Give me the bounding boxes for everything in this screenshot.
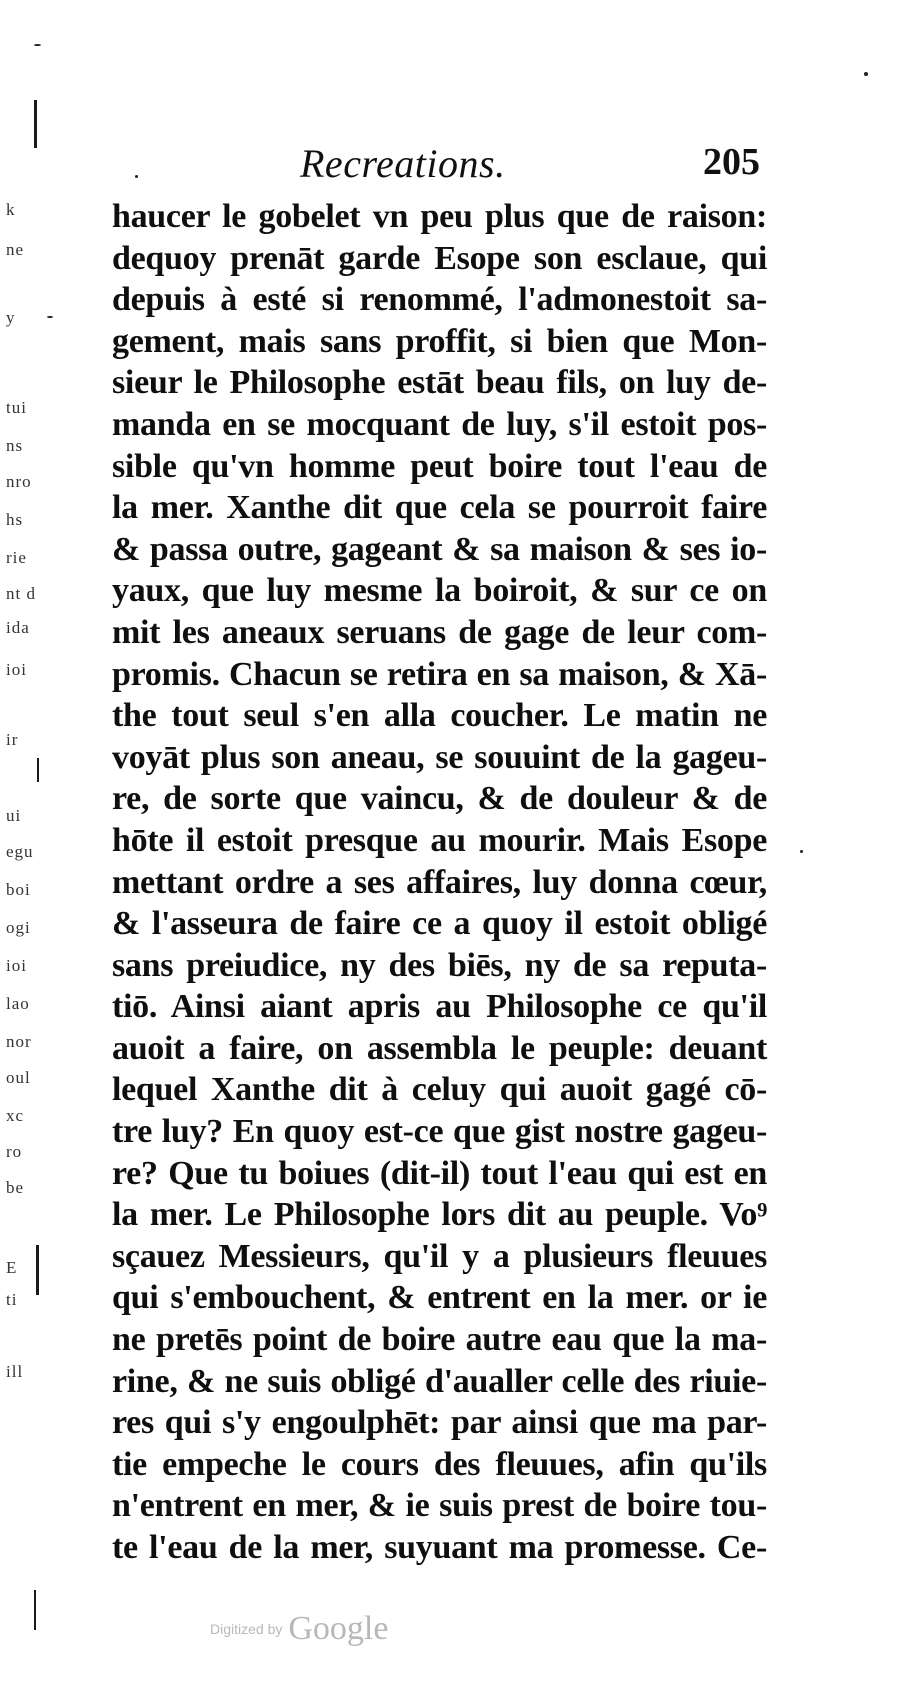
running-head (300, 140, 760, 190)
gutter-fragment: ioi (6, 660, 27, 679)
body-text (112, 196, 767, 1569)
gutter-fragment: ioi (6, 956, 27, 975)
gutter-fragment: boi (6, 880, 31, 899)
gutter-rule-bottom (34, 1590, 36, 1630)
text-line: sible qu'vn homme peut boire tout l'eau de (112, 447, 767, 485)
text-line: re, de sorte que vaincu, & de douleur & de (112, 780, 767, 818)
text-line: res qui s'y engoulphēt: par ainsi que ma par- (112, 1404, 767, 1442)
scan-speck (135, 175, 138, 178)
gutter-fragment: y (6, 308, 16, 327)
text-line: n'entrent en mer, & ie suis prest de boire tou- (112, 1487, 767, 1525)
text-line: depuis à esté si renommé, l'admonestoit sa- (112, 281, 767, 319)
left-gutter-bleed (0, 0, 60, 1686)
gutter-fragment: lao (6, 994, 30, 1013)
text-line: & passa outre, gageant & sa maison & ses io- (112, 530, 767, 568)
gutter-fragment: rie (6, 548, 27, 567)
text-line: rine, & ne suis obligé d'aualler celle des riuie- (112, 1362, 767, 1400)
scan-speck (864, 72, 868, 76)
text-line: te l'eau de la mer, suyuant ma promesse. Ce- (112, 1529, 767, 1566)
gutter-rule-top (34, 100, 37, 148)
text-line: sieur le Philosophe estāt beau fils, on luy de- (112, 364, 767, 402)
gutter-fragment: k (6, 200, 16, 219)
text-line: the tout seul s'en alla coucher. Le matin ne (112, 697, 767, 735)
gutter-fragment: tui (6, 398, 27, 417)
text-line: hōte il estoit presque au mourir. Mais Esope (112, 821, 767, 859)
text-line: dequoy prenāt garde Esope son esclaue, qui (112, 239, 767, 277)
gutter-rule-middle (37, 758, 39, 782)
watermark-brand: Google (288, 1610, 389, 1647)
text-line: sçauez Messieurs, qu'il y a plusieurs fleuues (112, 1237, 767, 1275)
gutter-fragment: hs (6, 510, 24, 529)
text-line: mettant ordre a ses affaires, luy donna cœur, (112, 863, 767, 901)
gutter-fragment: ns (6, 436, 24, 455)
gutter-fragment: xc (6, 1106, 25, 1125)
gutter-rule-lower (36, 1245, 39, 1295)
running-head-title: Recreations. (300, 141, 506, 186)
text-line: manda en se mocquant de luy, s'il estoit pos- (112, 405, 767, 443)
scan-speck (47, 316, 53, 318)
text-line: & l'asseura de faire ce a quoy il estoit obligé (112, 905, 767, 943)
text-line: ne pretēs point de boire autre eau que la ma- (112, 1321, 767, 1359)
digitization-watermark (210, 1610, 388, 1648)
text-line: la mer. Xanthe dit que cela se pourroit faire (112, 489, 767, 527)
gutter-fragment: ti (6, 1290, 18, 1309)
text-line: tre luy? En quoy est-ce que gist nostre gageu- (112, 1113, 767, 1151)
text-line: promis. Chacun se retira en sa maison, & Xā- (112, 655, 767, 693)
page-number: 205 (703, 141, 760, 183)
gutter-fragment: nro (6, 472, 32, 491)
text-line: tie empeche le cours des fleuues, afin qu'ils (112, 1445, 767, 1483)
text-line: gement, mais sans proffit, si bien que Mon- (112, 322, 767, 360)
scan-speck (800, 850, 803, 853)
gutter-fragment: nor (6, 1032, 32, 1051)
text-line: tiō. Ainsi aiant apris au Philosophe ce qu'il (112, 988, 767, 1026)
scan-speck (34, 44, 41, 46)
gutter-fragment: ogi (6, 918, 31, 937)
text-line: re? Que tu boiues (dit-il) tout l'eau qui est en (112, 1154, 767, 1192)
gutter-fragment: egu (6, 842, 34, 861)
gutter-fragment: ir (6, 730, 19, 749)
watermark-prefix: Digitized by (210, 1621, 283, 1637)
gutter-fragment: ill (6, 1362, 24, 1381)
text-line: voyāt plus son aneau, se souuint de la gageu- (112, 738, 767, 776)
text-line: haucer le gobelet vn peu plus que de raison: (112, 198, 767, 235)
gutter-fragment: be (6, 1178, 25, 1197)
text-line: yaux, que luy mesme la boiroit, & sur ce on (112, 572, 767, 610)
gutter-fragment: ui (6, 806, 22, 825)
text-line: qui s'embouchent, & entrent en la mer. or ie (112, 1279, 767, 1317)
gutter-fragment: oul (6, 1068, 31, 1087)
gutter-fragment: E (6, 1258, 18, 1277)
text-line: sans preiudice, ny des biēs, ny de sa reputa- (112, 946, 767, 984)
gutter-fragment: nt d (6, 584, 36, 603)
text-line: mit les aneaux seruans de gage de leur com- (112, 613, 767, 651)
gutter-fragment: ida (6, 618, 30, 637)
text-line: la mer. Le Philosophe lors dit au peuple. Vo⁹ (112, 1196, 767, 1234)
text-line: lequel Xanthe dit à celuy qui auoit gagé cō- (112, 1071, 767, 1109)
gutter-fragment: ne (6, 240, 25, 259)
text-line: auoit a faire, on assembla le peuple: deuant (112, 1029, 767, 1067)
gutter-fragment: ro (6, 1142, 23, 1161)
